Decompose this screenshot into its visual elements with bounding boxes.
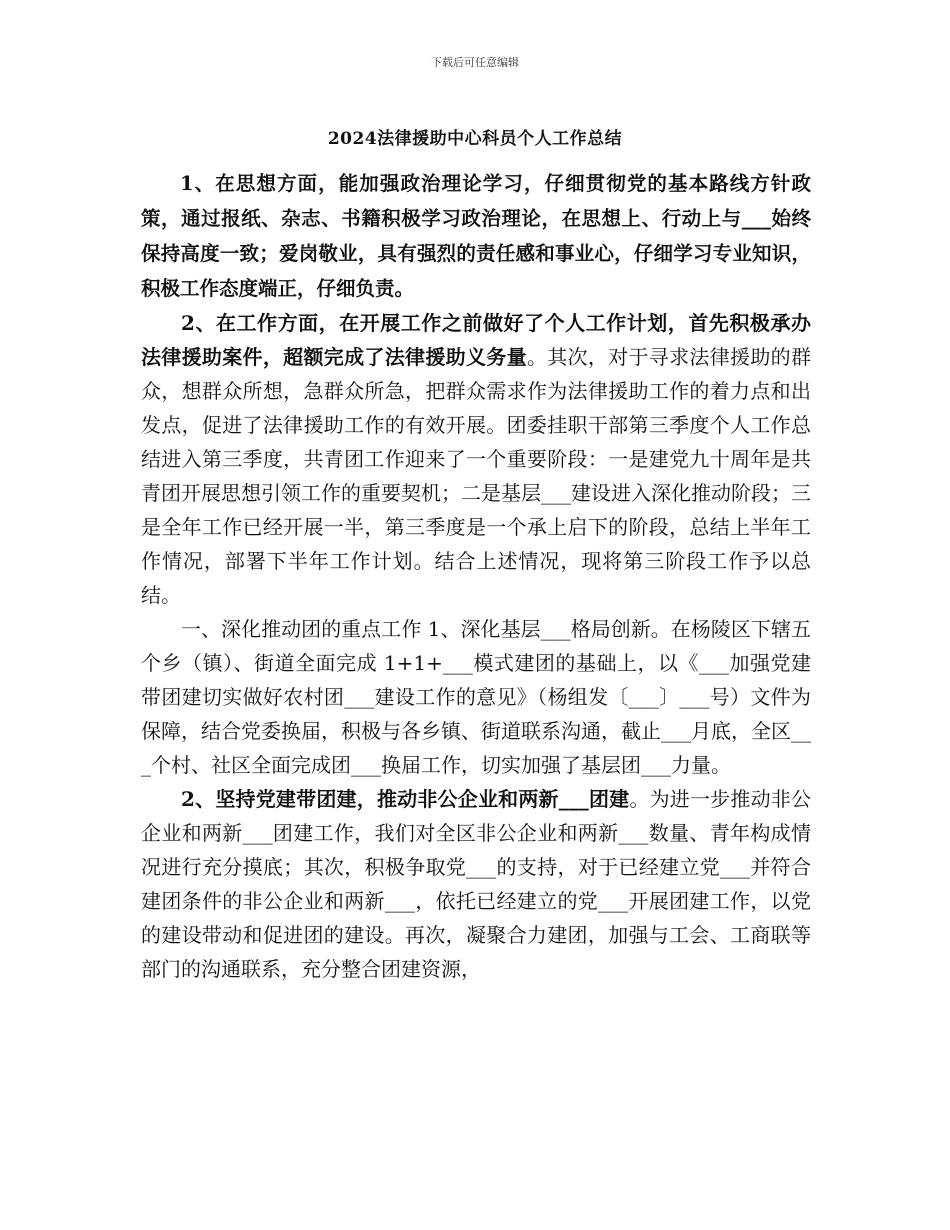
paragraph-2: [141, 306, 811, 612]
paragraph-4-text: 。为进一步推动非公企业和两新___团建工作，我们对全区非公企业和两新___数量、青年构成情况进行充分摸底；其次，积极争取党___的支持，对于已经建立党___并符合建团条件的非公企业和两新___，依托已经建立的党___开展团建工作，以党的建设带动和促进团的建设。再次，凝聚合力建团，加强与工会、工商联等部门的沟通联系，充分整合团建资源，: [141, 787, 811, 981]
paragraph-1: [141, 166, 811, 306]
paragraph-3: [141, 612, 811, 782]
document-body: [141, 166, 811, 986]
paragraph-3-text: 一、深化推动团的重点工作 1、深化基层___格局创新。在杨陵区下辖五个乡（镇）、街道全面完成 1+1+___模式建团的基础上，以《___加强党建带团建切实做好农村团___建设工作的意见》（杨组发〔___〕___号）文件为保障，结合党委换届，积极与各乡镇、街道联系沟通，截止___月底，全区___个村、社区全面完成团___换届工作，切实加强了基层团___力量。: [141, 617, 811, 777]
document-title: 2024法律援助中心科员个人工作总结: [327, 129, 623, 149]
paragraph-4-bold: 2、坚持党建带团建，推动非公企业和两新___团建: [181, 787, 630, 811]
paragraph-2-text: 。其次，对于寻求法律援助的群众，想群众所想，急群众所急，把群众需求作为法律援助工作的着力点和出发点，促进了法律援助工作的有效开展。团委挂职干部第三季度个人工作总结进入第三季度，共青团工作迎来了一个重要阶段：一是建党九十周年是共青团开展思想引领工作的重要契机；二是基层___建设进入深化推动阶段；三是全年工作已经开展一半，第三季度是一个承上启下的阶段，总结上半年工作情况，部署下半年工作计划。结合上述情况，现将第三阶段工作予以总结。: [141, 345, 811, 607]
paragraph-1-bold: 1、在思想方面，能加强政治理论学习，仔细贯彻党的基本路线方针政策，通过报纸、杂志、书籍积极学习政治理论，在思想上、行动上与___始终保持高度一致；爱岗敬业，具有强烈的责任感和事业心，仔细学习专业知识，积极工作态度端正，仔细负责。: [141, 172, 811, 300]
paragraph-2-bold: 2、在工作方面，在开展工作之前做好了个人工作计划，首先积极承办法律援助案件，超额完成了法律援助义务量: [141, 311, 811, 369]
header-watermark: 下载后可任意编辑: [431, 56, 519, 69]
paragraph-4: [141, 782, 811, 986]
